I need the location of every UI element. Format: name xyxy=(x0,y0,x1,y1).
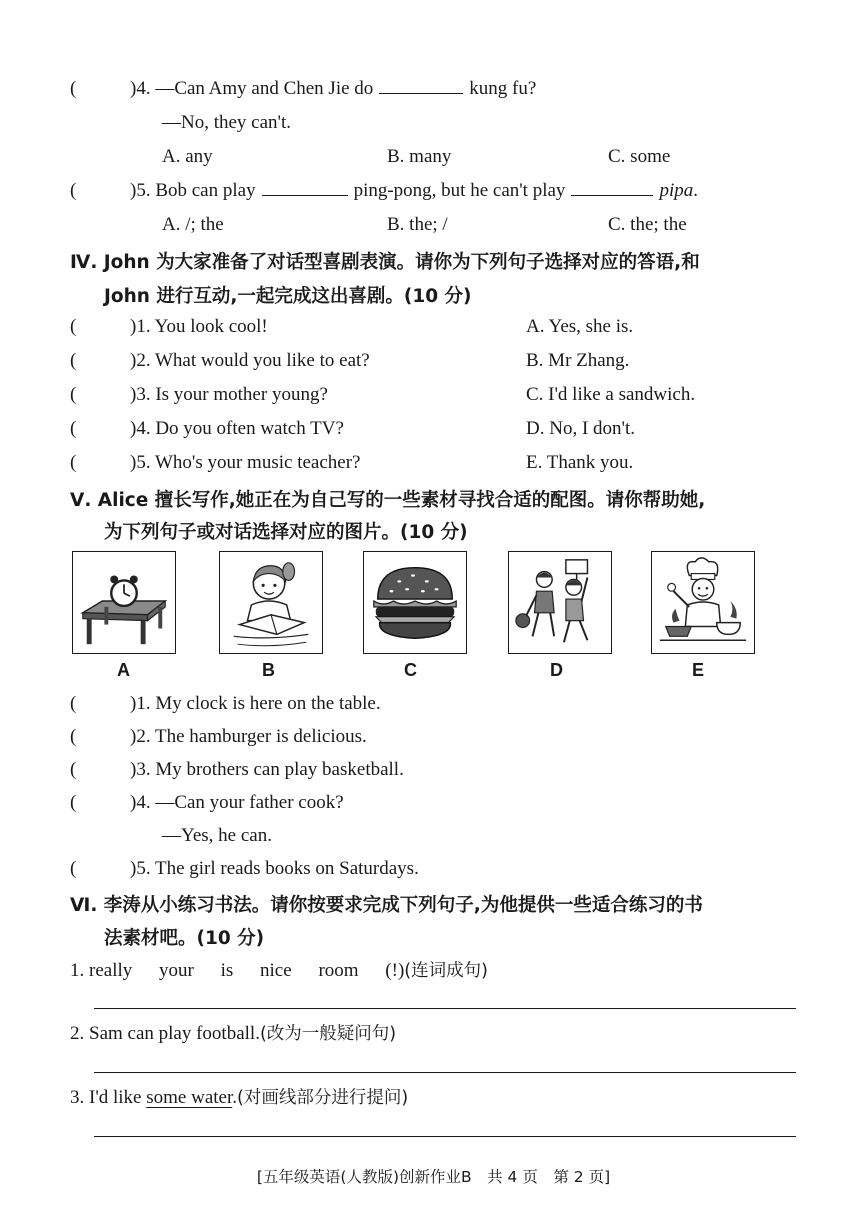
answer-bracket[interactable]: ( xyxy=(70,858,77,879)
picture-label-e: E xyxy=(692,660,705,680)
sentence: 3. I'd like xyxy=(70,1087,142,1108)
option-b: B. the; / xyxy=(387,214,448,235)
picture-question: )1. My clock is here on the table. xyxy=(130,693,381,714)
answer-bracket[interactable]: ( xyxy=(70,350,77,371)
option-c: C. some xyxy=(608,146,671,167)
question-text: )5. Bob can play xyxy=(130,180,256,201)
answer-bracket[interactable]: ( xyxy=(70,384,77,405)
girl-reading-illustration xyxy=(220,552,322,653)
sentence: 2. Sam can play football. xyxy=(70,1023,260,1044)
picture-label-d: D xyxy=(550,660,563,680)
section-6-title-line2: 法素材吧。(10 分) xyxy=(104,928,265,949)
picture-question: )3. My brothers can play basketball. xyxy=(130,759,404,780)
answer-blank[interactable] xyxy=(379,78,463,94)
transform-question xyxy=(70,1020,396,1045)
dialog-question: )5. Who's your music teacher? xyxy=(130,452,361,473)
sentence-period: . xyxy=(232,1087,238,1108)
answer-line[interactable] xyxy=(94,1008,796,1009)
option-a: A. any xyxy=(162,146,213,167)
answer-bracket[interactable]: ( xyxy=(70,316,77,337)
word: nice xyxy=(260,960,292,981)
answer-blank[interactable] xyxy=(262,180,348,196)
answer-bracket[interactable]: ( xyxy=(70,452,77,473)
instruction: (连词成句) xyxy=(404,961,488,981)
picture-girl-reading xyxy=(219,551,323,654)
answer-line[interactable] xyxy=(94,1136,796,1137)
instruction: (改为一般疑问句) xyxy=(259,1024,397,1044)
picture-label-c: C xyxy=(404,660,417,680)
picture-clock-on-table xyxy=(72,551,176,654)
answer-bracket[interactable]: ( xyxy=(70,180,77,201)
word: (!) xyxy=(385,960,405,981)
option-c: C. the; the xyxy=(608,214,687,235)
dialog-answer: E. Thank you. xyxy=(526,452,634,473)
picture-question: )2. The hamburger is delicious. xyxy=(130,726,367,747)
section-4-title-line2: John 进行互动,一起完成这出喜剧。(10 分) xyxy=(104,286,472,307)
answer-bracket[interactable]: ( xyxy=(70,759,77,780)
option-a: A. /; the xyxy=(162,214,224,235)
answer-bracket[interactable]: ( xyxy=(70,418,77,439)
dialog-answer: B. Mr Zhang. xyxy=(526,350,630,371)
answer-bracket[interactable]: ( xyxy=(70,726,77,747)
section-5-title: Ⅴ. Alice 擅长写作,她正在为自己写的一些素材寻找合适的配图。请你帮助她, xyxy=(70,490,706,511)
chef-illustration xyxy=(652,552,754,653)
question-3-4-reply: —No, they can't. xyxy=(162,112,292,133)
hamburger-illustration xyxy=(364,552,466,653)
answer-line[interactable] xyxy=(94,1072,796,1073)
answer-bracket[interactable]: ( xyxy=(70,78,77,99)
underlined-phrase: some water xyxy=(146,1087,233,1108)
question-text-tail: pipa xyxy=(659,180,694,201)
dialog-question: )4. Do you often watch TV? xyxy=(130,418,344,439)
picture-question-reply: —Yes, he can. xyxy=(162,825,272,846)
dialog-answer: A. Yes, she is. xyxy=(526,316,634,337)
dialog-answer: C. I'd like a sandwich. xyxy=(526,384,696,405)
dialog-question: )2. What would you like to eat? xyxy=(130,350,370,371)
picture-hamburger xyxy=(363,551,467,654)
word: room xyxy=(318,960,359,981)
dialog-answer: D. No, I don't. xyxy=(526,418,635,439)
question-text-period: . xyxy=(693,180,698,201)
section-5-title-line2: 为下列句子或对话选择对应的图片。(10 分) xyxy=(104,522,468,543)
word: 1. really xyxy=(70,960,133,981)
word: is xyxy=(220,960,234,981)
answer-blank[interactable] xyxy=(571,180,653,196)
clock-table-illustration xyxy=(73,552,175,653)
instruction: (对画线部分进行提问) xyxy=(237,1088,409,1108)
section-6-title: Ⅵ. 李涛从小练习书法。请你按要求完成下列句子,为他提供一些适合练习的书 xyxy=(70,895,703,916)
basketball-illustration xyxy=(509,552,611,653)
option-b: B. many xyxy=(387,146,452,167)
dialog-question: )3. Is your mother young? xyxy=(130,384,328,405)
answer-bracket[interactable]: ( xyxy=(70,693,77,714)
picture-label-b: B xyxy=(262,660,275,680)
question-3-5 xyxy=(130,180,698,202)
question-text: )4. —Can Amy and Chen Jie do xyxy=(130,78,374,99)
page-footer: [五年级英语(人教版)创新作业B 共 4 页 第 2 页] xyxy=(256,1168,611,1186)
picture-question: )5. The girl reads books on Saturdays. xyxy=(130,858,419,879)
rearrange-question xyxy=(70,957,488,982)
question-underlined-part xyxy=(70,1084,408,1109)
word: your xyxy=(159,960,194,981)
answer-bracket[interactable]: ( xyxy=(70,792,77,813)
picture-label-a: A xyxy=(117,660,130,680)
question-3-4 xyxy=(130,78,536,100)
dialog-question: )1. You look cool! xyxy=(130,316,268,337)
section-4-title: Ⅳ. John 为大家准备了对话型喜剧表演。请你为下列句子选择对应的答语,和 xyxy=(70,252,700,273)
picture-chef-cooking xyxy=(651,551,755,654)
picture-question: )4. —Can your father cook? xyxy=(130,792,344,813)
question-text-mid: ping-pong, but he can't play xyxy=(353,180,566,201)
question-text-tail: kung fu? xyxy=(469,78,537,99)
picture-boys-basketball xyxy=(508,551,612,654)
